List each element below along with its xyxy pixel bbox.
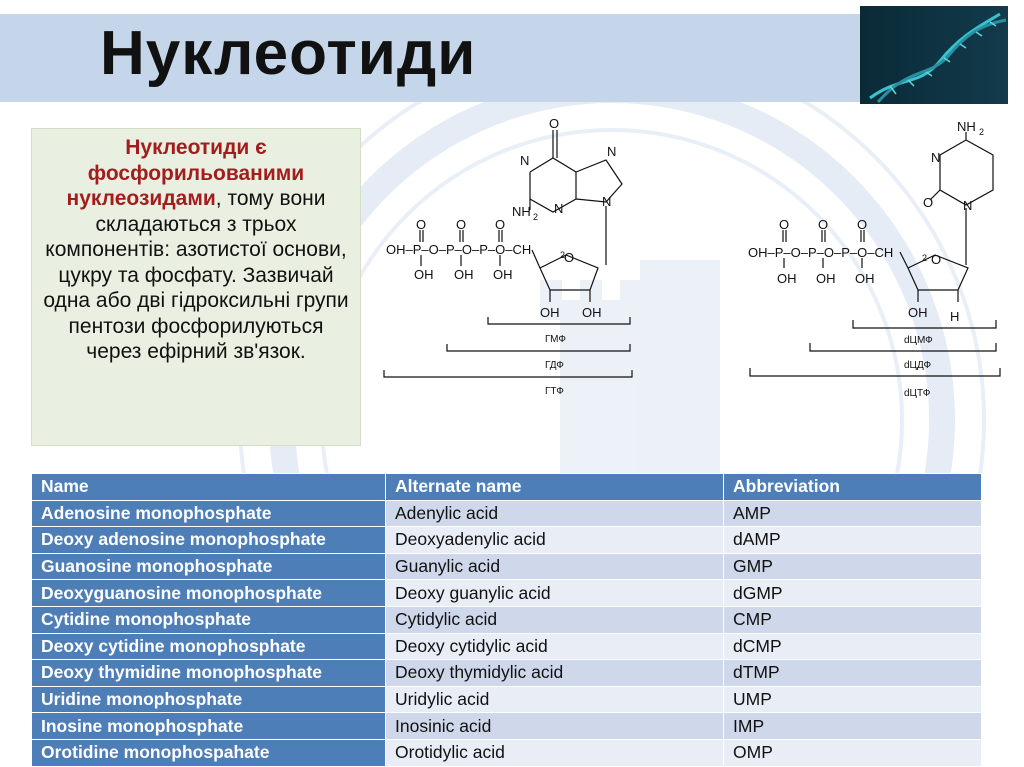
table-row (32, 660, 982, 687)
table-row (32, 739, 982, 766)
phosphate-chain: OH–P–O–P–O–P–O–CH (386, 242, 532, 257)
label-dcdf: dЦДФ (904, 360, 932, 371)
oh-1: OH (414, 267, 434, 282)
atom-n3: N (554, 201, 564, 216)
cell-name: Deoxyguanosine monophosphate (32, 580, 386, 607)
atom-n3-right: N (931, 150, 941, 165)
cell-abbreviation: IMP (724, 713, 982, 740)
cell-name: Deoxy thymidine monophosphate (32, 660, 386, 687)
atom-o-top: O (549, 116, 560, 131)
table-row (32, 633, 982, 660)
cell-name: Orotidine monophospahate (32, 739, 386, 766)
cell-name: Uridine monophosphate (32, 686, 386, 713)
cell-abbreviation: UMP (724, 686, 982, 713)
sugar-oh-1: OH (540, 305, 560, 320)
atom-o3: O (495, 217, 506, 232)
oh-3: OH (493, 267, 513, 282)
cell-alternate-name: Deoxyadenylic acid (386, 527, 724, 554)
table-row (32, 527, 982, 554)
table-row (32, 713, 982, 740)
label-dctf: dЦТФ (904, 388, 931, 399)
atom-o-c2: O (923, 195, 934, 210)
atom-nh2-right-sub: 2 (979, 127, 985, 137)
cell-alternate-name: Deoxy guanylic acid (386, 580, 724, 607)
atom-n7: N (607, 144, 617, 159)
cell-alternate-name: Inosinic acid (386, 713, 724, 740)
atom-o3-right: O (857, 217, 868, 232)
atom-nh2: NH (512, 204, 531, 219)
description-textbox (31, 128, 361, 446)
cell-alternate-name: Guanylic acid (386, 553, 724, 580)
oh-2: OH (454, 267, 474, 282)
sugar-oh-2: OH (582, 305, 602, 320)
cell-abbreviation: OMP (724, 739, 982, 766)
sugar-oh-right: OH (908, 305, 928, 320)
cell-abbreviation: CMP (724, 606, 982, 633)
table-row (32, 580, 982, 607)
label-gtf: ГТФ (545, 386, 564, 397)
slide-title: Нуклеотиди (100, 19, 477, 88)
cell-alternate-name: Orotidylic acid (386, 739, 724, 766)
cell-name: Adenosine monophosphate (32, 500, 386, 527)
header-alternate-name: Alternate name (386, 474, 724, 501)
ring-o: O (564, 250, 575, 265)
phosphate-chain-right: OH–P–O–P–O–P–O–CH (748, 245, 894, 260)
cell-abbreviation: dGMP (724, 580, 982, 607)
atom-nh2-right: NH (957, 119, 976, 134)
atom-o2: O (456, 217, 467, 232)
cell-alternate-name: Deoxy thymidylic acid (386, 660, 724, 687)
atom-o2-right: O (818, 217, 829, 232)
cell-name: Cytidine monophosphate (32, 606, 386, 633)
table-row (32, 500, 982, 527)
ch2-sub-right: 2 (922, 253, 928, 263)
atom-nh2-sub: 2 (533, 212, 539, 222)
nucleotide-table (31, 473, 982, 767)
cell-alternate-name: Cytidylic acid (386, 606, 724, 633)
description-text: , тому вони складаються з трьох компонентів: азотистої основи, цукру та фосфату. Зазвичай одна або дві гідроксильні групи пентози фосфорилуються через ефірний зв'язок. (43, 187, 349, 363)
oh-3-right: OH (855, 271, 875, 286)
sugar-h-right: H (950, 309, 960, 324)
header-abbreviation: Abbreviation (724, 474, 982, 501)
cell-alternate-name: Uridylic acid (386, 686, 724, 713)
ring-o-right: O (931, 252, 942, 267)
atom-n1-right: N (963, 198, 973, 213)
atom-n9: N (602, 194, 612, 209)
cell-abbreviation: dCMP (724, 633, 982, 660)
table-row (32, 553, 982, 580)
ch2-sub: 2 (560, 250, 566, 260)
atom-o1: O (416, 217, 427, 232)
oh-2-right: OH (816, 271, 836, 286)
header-name: Name (32, 474, 386, 501)
atom-o1-right: O (779, 217, 790, 232)
table-header-row (32, 474, 982, 501)
cell-alternate-name: Adenylic acid (386, 500, 724, 527)
label-gdf: ГДФ (545, 360, 564, 371)
table-row (32, 606, 982, 633)
cell-abbreviation: dAMP (724, 527, 982, 554)
cell-alternate-name: Deoxy cytidylic acid (386, 633, 724, 660)
cell-abbreviation: GMP (724, 553, 982, 580)
oh-1-right: OH (777, 271, 797, 286)
label-gmf: ГМФ (545, 334, 567, 345)
cell-name: Guanosine monophosphate (32, 553, 386, 580)
dna-helix-icon (860, 6, 1008, 104)
cell-name: Deoxy cytidine monophosphate (32, 633, 386, 660)
cell-abbreviation: AMP (724, 500, 982, 527)
cell-name: Inosine monophosphate (32, 713, 386, 740)
cell-abbreviation: dTMP (724, 660, 982, 687)
description-highlight: Нуклеотиди є фосфорильованими нуклеозидами (66, 136, 305, 210)
cell-name: Deoxy adenosine monophosphate (32, 527, 386, 554)
nucleotide-structures-diagram (370, 112, 1010, 422)
atom-n1: N (520, 153, 530, 168)
table-row (32, 686, 982, 713)
label-dcmf: dЦМФ (904, 335, 933, 346)
